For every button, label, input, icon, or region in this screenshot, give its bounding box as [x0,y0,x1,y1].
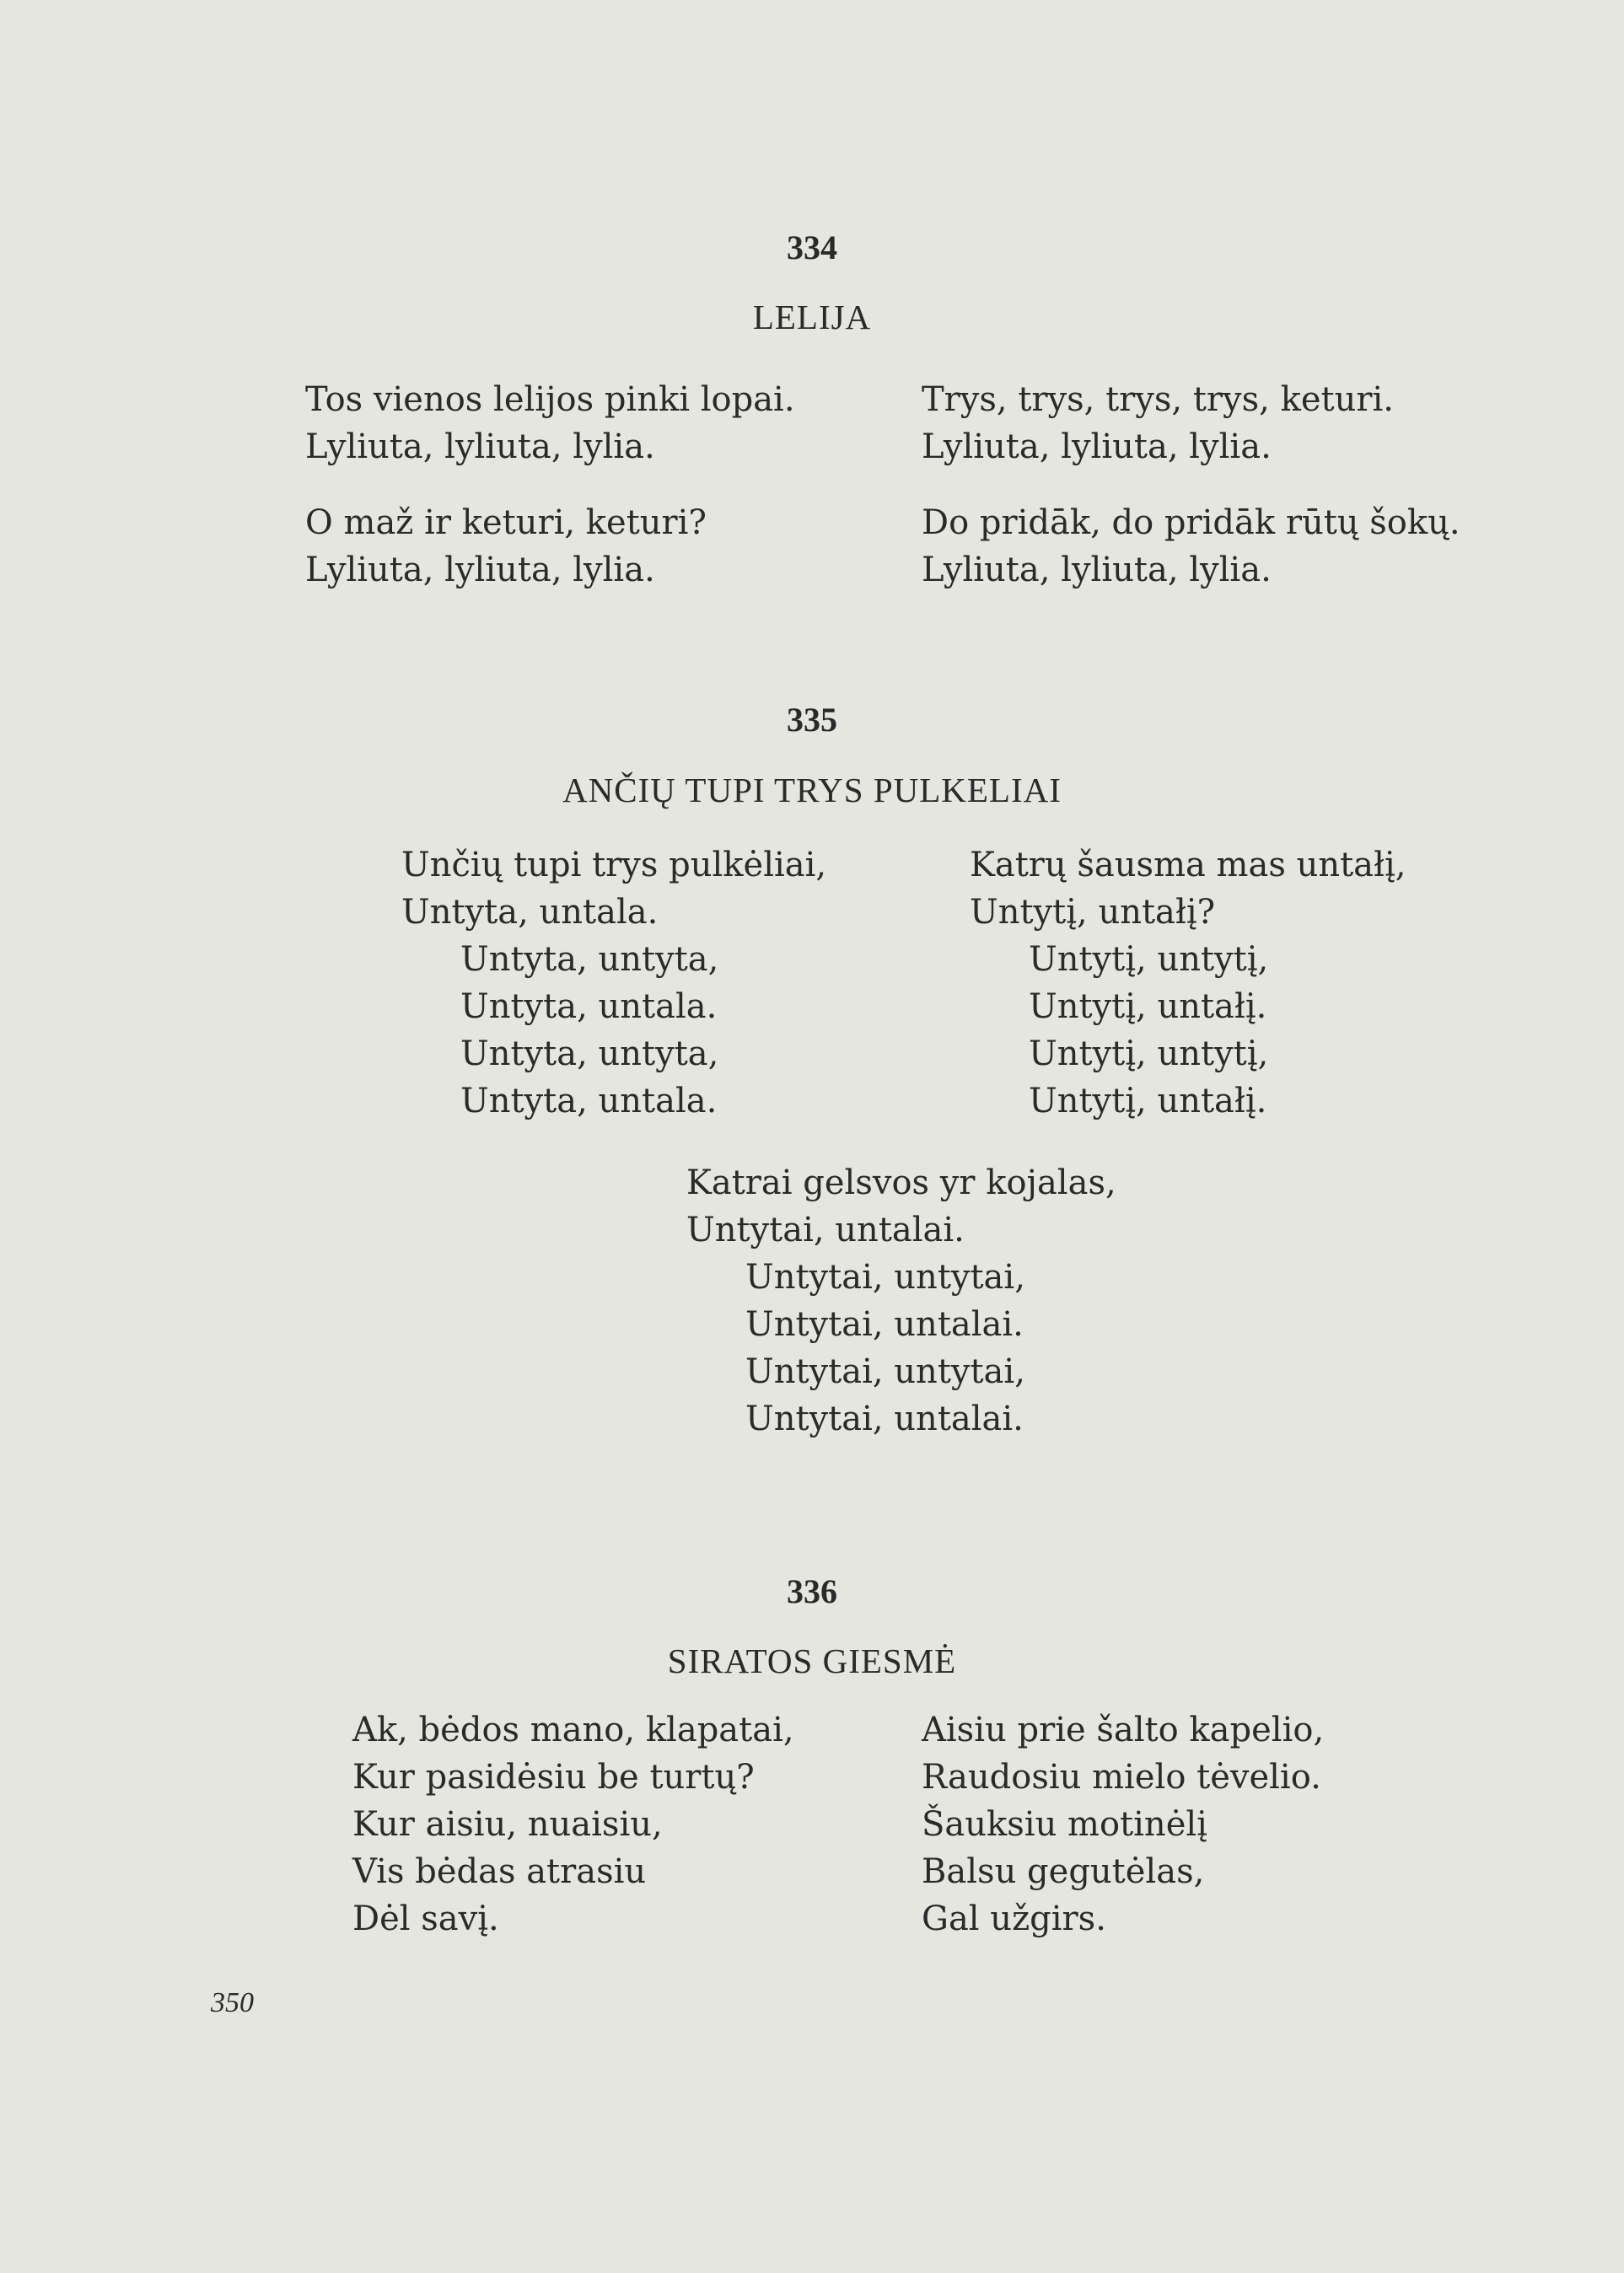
verse-line: Balsu gegutėlas, [922,1852,1205,1891]
verse-line: Ak, bėdos mano, klapatai, [352,1711,794,1749]
verse-line: Lyliuta, lyliuta, lylia. [305,551,655,589]
song-number: 336 [787,1572,837,1610]
verse-line: Dėl savį. [352,1900,499,1938]
song-336-column-right [922,1706,1324,1943]
verse-line: Untytį, untałį? [970,893,1216,932]
verse-line: Untytai, untalai. [686,1211,965,1249]
verse-line: Lyliuta, lyliuta, lylia. [305,427,655,466]
verse-line: Untytai, untalai. [745,1305,1024,1344]
song-334-column-left [305,376,795,594]
verse-line: Gal užgirs. [922,1900,1106,1938]
verse-line: Vis bėdas atrasiu [352,1852,647,1891]
verse-line: Do pridāk, do pridāk rūtų šokų. [922,503,1460,542]
song-335-column-center [686,1159,1116,1443]
verse-line: Tos vienos lelijos pinki lopai. [305,380,795,419]
song-334-column-right [922,376,1460,594]
song-number: 335 [787,701,837,739]
song-335-column-right [970,841,1406,1125]
verse-line: Untytai, untytai, [745,1258,1025,1297]
verse-line: Untyta, untala. [460,1082,718,1120]
verse-line: Katrų šausma mas untałį, [970,846,1406,884]
verse-line: Šauksiu motinėlį [922,1805,1207,1844]
verse-line: Untytį, untałį. [1029,1082,1267,1120]
verse-line: Untytį, untytį, [1029,940,1269,979]
verse-line: Trys, trys, trys, trys, keturi. [922,380,1394,419]
verse-line: Untyta, untala. [401,893,659,932]
verse-line: O mаž ir keturi, keturi? [305,503,707,542]
song-title: SIRATOS GIESMĖ [667,1642,957,1680]
verse-line: Untyta, untyta, [460,940,719,979]
verse-line: Katrai gelsvos yr kojalas, [686,1163,1116,1202]
verse-line: Raudosiu mielo tėvelio. [922,1758,1321,1797]
song-title: ANČIŲ TUPI TRYS PULKELIAI [562,771,1062,809]
verse-line: Lyliuta, lyliuta, lylia. [922,551,1272,589]
song-title: LELIJA [752,298,872,336]
verse-line: Untytį, untałį. [1029,987,1267,1026]
verse-line: Untytai, untytai, [745,1352,1025,1391]
song-number: 334 [787,228,837,266]
verse-line: Untyta, untyta, [460,1034,719,1073]
verse-line: Untytį, untytį, [1029,1034,1269,1073]
page-number: 350 [211,1987,254,2018]
verse-line: Kur aisiu, nuaisiu, [352,1805,663,1844]
verse-line: Kur pasidėsiu be turtų? [352,1758,755,1797]
verse-line: Aisiu prie šalto kapelio, [922,1711,1325,1749]
verse-line: Unčių tupi trys pulkėliai, [401,846,827,884]
verse-line: Lyliuta, lyliuta, lylia. [922,427,1272,466]
verse-line: Untyta, untala. [460,987,718,1026]
verse-line: Untytai, untalai. [745,1400,1024,1438]
song-335-column-left [401,841,826,1125]
song-336-column-left [352,1706,794,1943]
